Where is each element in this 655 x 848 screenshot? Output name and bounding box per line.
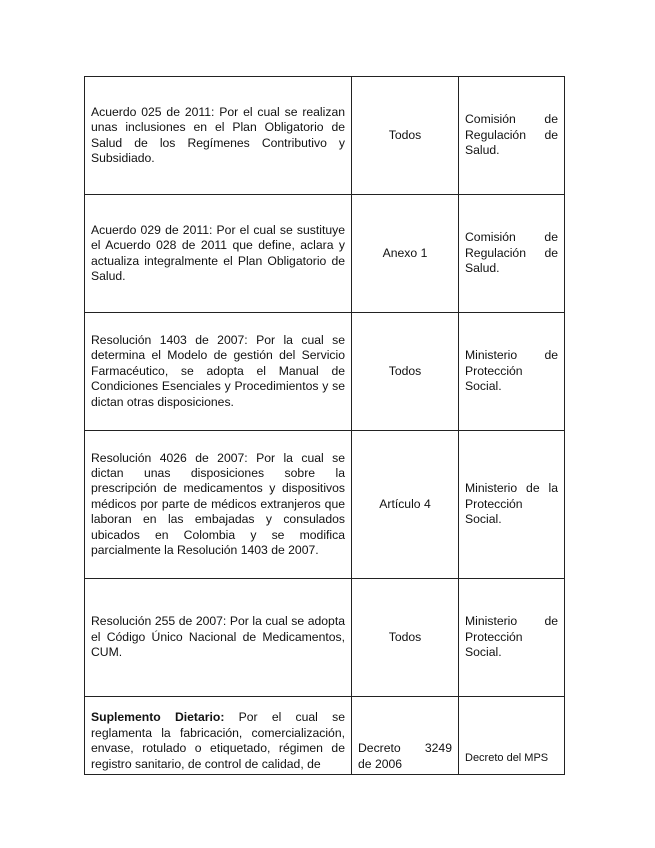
articles-cell: Anexo 1 <box>352 195 459 313</box>
articles-cell: Todos <box>352 579 459 697</box>
entity-cell: Comisión de Regulación de Salud. <box>459 77 565 195</box>
table-row <box>85 579 565 697</box>
description-cell: Resolución 1403 de 2007: Por la cual se determina el Modelo de gestión del Servicio Farmacéutico, se adopta el Manual de Condiciones Esenciales y Procedimientos y se dictan otras disposiciones. <box>85 313 352 431</box>
description-heading: Suplemento Dietario: <box>91 710 225 725</box>
entity-cell: Ministerio de Protección Social. <box>459 579 565 697</box>
articles-cell: Todos <box>352 313 459 431</box>
table-row <box>85 313 565 431</box>
description-cell: Acuerdo 025 de 2011: Por el cual se realizan unas inclusiones en el Plan Obligatorio de Salud de los Regímenes Contributivo y Subsidiado. <box>85 77 352 195</box>
articles-line-1: Decreto 3249 <box>358 741 452 756</box>
entity-cell: Ministerio de Protección Social. <box>459 313 565 431</box>
description-cell: Acuerdo 029 de 2011: Por el cual se sustituye el Acuerdo 028 de 2011 que define, aclara y actualiza integralmente el Plan Obligatorio de Salud. <box>85 195 352 313</box>
articles-cell: Artículo 4 <box>352 431 459 579</box>
description-cell: Resolución 4026 de 2007: Por la cual se dictan unas disposiciones sobre la prescripción de medicamentos y dispositivos médicos por parte de médicos extranjeros que laboran en las embajadas y consulados ubicados en Colombia y se modifica parcialmente la Resolución 1403 de 2007. <box>85 431 352 579</box>
articles-line-2: de 2006 <box>358 756 403 771</box>
articles-cell <box>352 697 459 775</box>
table-row <box>85 77 565 195</box>
table-row <box>85 431 565 579</box>
entity-cell: Ministerio de la Protección Social. <box>459 431 565 579</box>
table-row <box>85 697 565 775</box>
description-cell: Resolución 255 de 2007: Por la cual se adopta el Código Único Nacional de Medicamentos, CUM. <box>85 579 352 697</box>
entity-cell: Decreto del MPS <box>459 697 565 775</box>
description-cell <box>85 697 352 775</box>
articles-cell: Todos <box>352 77 459 195</box>
table-row <box>85 195 565 313</box>
description-text: Por el cual se reglamenta la fabricación, comercialización, envase, rotulado o etiquetado, régimen de registro sanitario, de control de calidad, de <box>91 710 345 771</box>
regulations-table <box>84 76 565 775</box>
entity-cell: Comisión de Regulación de Salud. <box>459 195 565 313</box>
